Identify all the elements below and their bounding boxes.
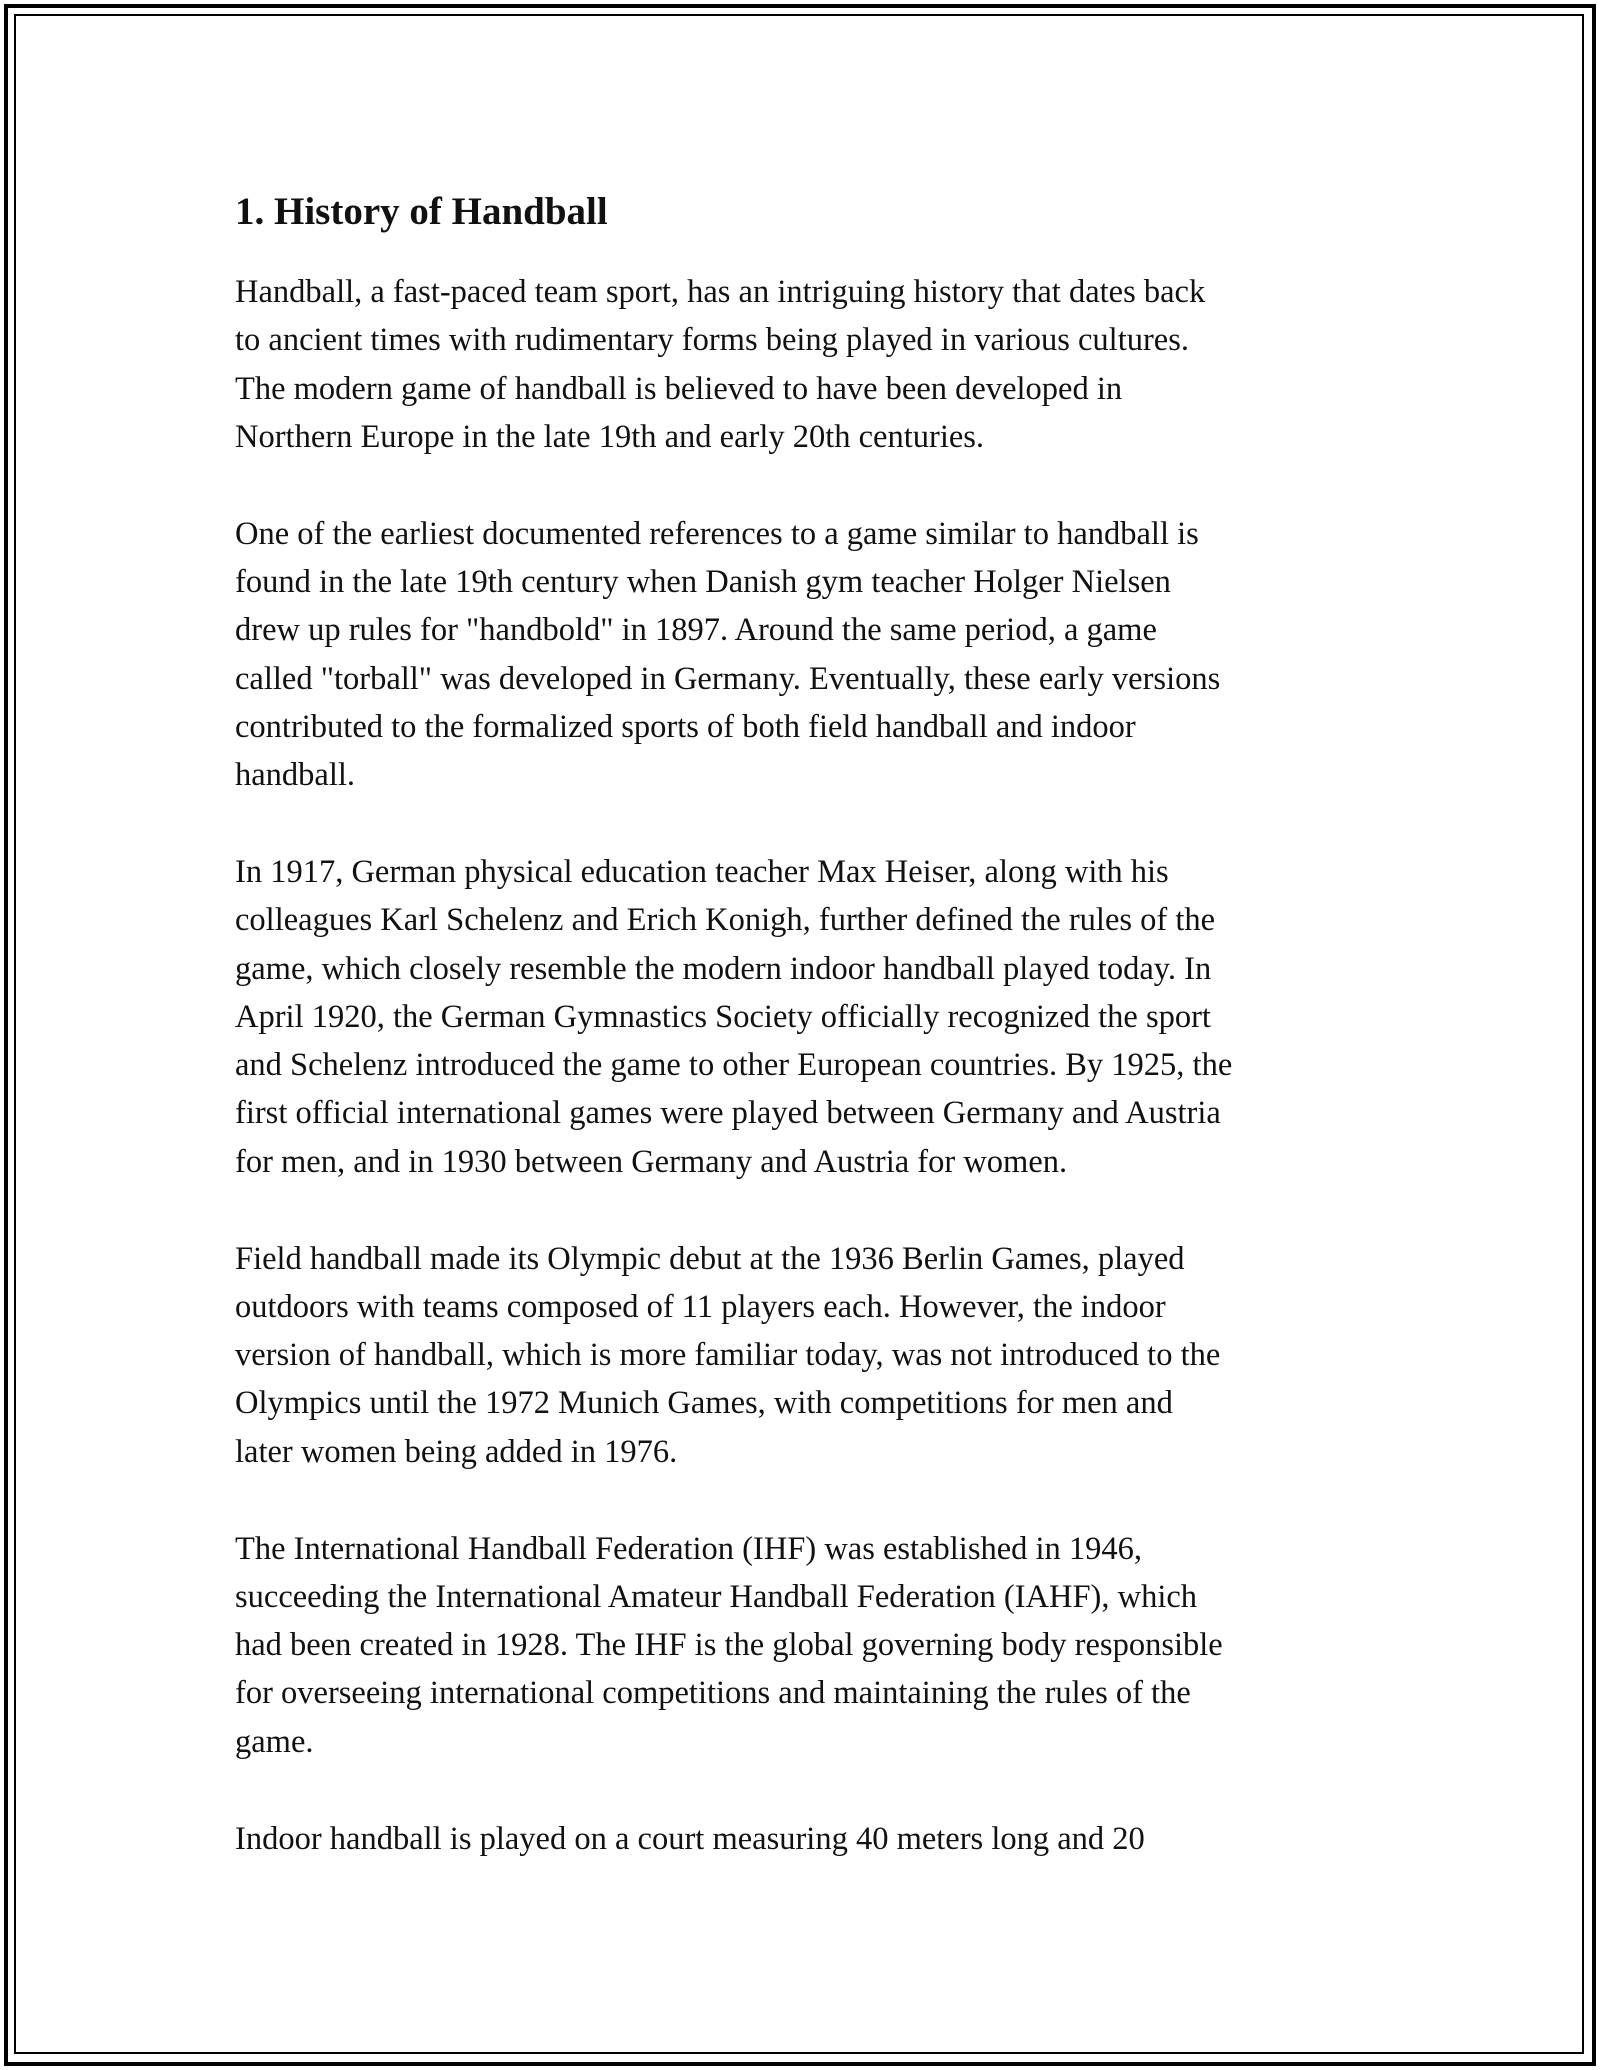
- paragraph-line: called "torball" was developed in Germany. Eventually, these early versions: [235, 660, 1221, 697]
- document-body: [235, 184, 1375, 1863]
- paragraph-line: Northern Europe in the late 19th and early 20th centuries.: [235, 418, 985, 455]
- paragraph-line: succeeding the International Amateur Handball Federation (IAHF), which: [235, 1578, 1198, 1615]
- paragraph-line: colleagues Karl Schelenz and Erich Konigh, further defined the rules of the: [235, 902, 1216, 939]
- paragraph-line: game.: [235, 1723, 314, 1760]
- paragraph-line: had been created in 1928. The IHF is the global governing body responsible: [235, 1627, 1223, 1664]
- paragraph-line: Field handball made its Olympic debut at the 1936 Berlin Games, played: [235, 1240, 1185, 1277]
- paragraph: [235, 510, 1375, 800]
- paragraph-line: Indoor handball is played on a court measuring 40 meters long and 20: [235, 1820, 1145, 1857]
- section-heading: 1. History of Handball: [235, 190, 608, 233]
- paragraph: [235, 1525, 1375, 1766]
- paragraph-line: The modern game of handball is believed to have been developed in: [235, 370, 1123, 407]
- paragraph-line: to ancient times with rudimentary forms being played in various cultures.: [235, 322, 1190, 359]
- paragraph-list: [235, 268, 1375, 1863]
- paragraph-line: In 1917, German physical education teacher Max Heiser, along with his: [235, 853, 1169, 890]
- paragraph-line: handball.: [235, 757, 356, 794]
- paragraph-line: first official international games were played between Germany and Austria: [235, 1095, 1221, 1132]
- paragraph-line: contributed to the formalized sports of both field handball and indoor: [235, 708, 1136, 745]
- paragraph: [235, 268, 1375, 461]
- paragraph-line: April 1920, the German Gymnastics Society officially recognized the sport: [235, 998, 1211, 1035]
- paragraph-line: outdoors with teams composed of 11 players each. However, the indoor: [235, 1288, 1166, 1325]
- paragraph-line: Olympics until the 1972 Munich Games, with competitions for men and: [235, 1385, 1173, 1422]
- paragraph-line: and Schelenz introduced the game to other European countries. By 1925, the: [235, 1047, 1233, 1084]
- paragraph-line: drew up rules for "handbold" in 1897. Around the same period, a game: [235, 612, 1157, 649]
- paragraph-line: game, which closely resemble the modern indoor handball played today. In: [235, 950, 1212, 987]
- paragraph-line: found in the late 19th century when Danish gym teacher Holger Nielsen: [235, 563, 1171, 600]
- paragraph: [235, 1815, 1375, 1863]
- paragraph-line: The International Handball Federation (IHF) was established in 1946,: [235, 1530, 1143, 1567]
- paragraph: [235, 848, 1375, 1186]
- paragraph-line: version of handball, which is more familiar today, was not introduced to the: [235, 1337, 1221, 1374]
- paragraph: [235, 1235, 1375, 1476]
- paragraph-line: Handball, a fast-paced team sport, has an intriguing history that dates back: [235, 274, 1206, 310]
- paragraph-line: for overseeing international competitions and maintaining the rules of the: [235, 1675, 1191, 1712]
- paragraph-line: One of the earliest documented references to a game similar to handball is: [235, 515, 1199, 552]
- paragraph-line: for men, and in 1930 between Germany and Austria for women.: [235, 1143, 1068, 1180]
- paragraph-line: later women being added in 1976.: [235, 1433, 678, 1470]
